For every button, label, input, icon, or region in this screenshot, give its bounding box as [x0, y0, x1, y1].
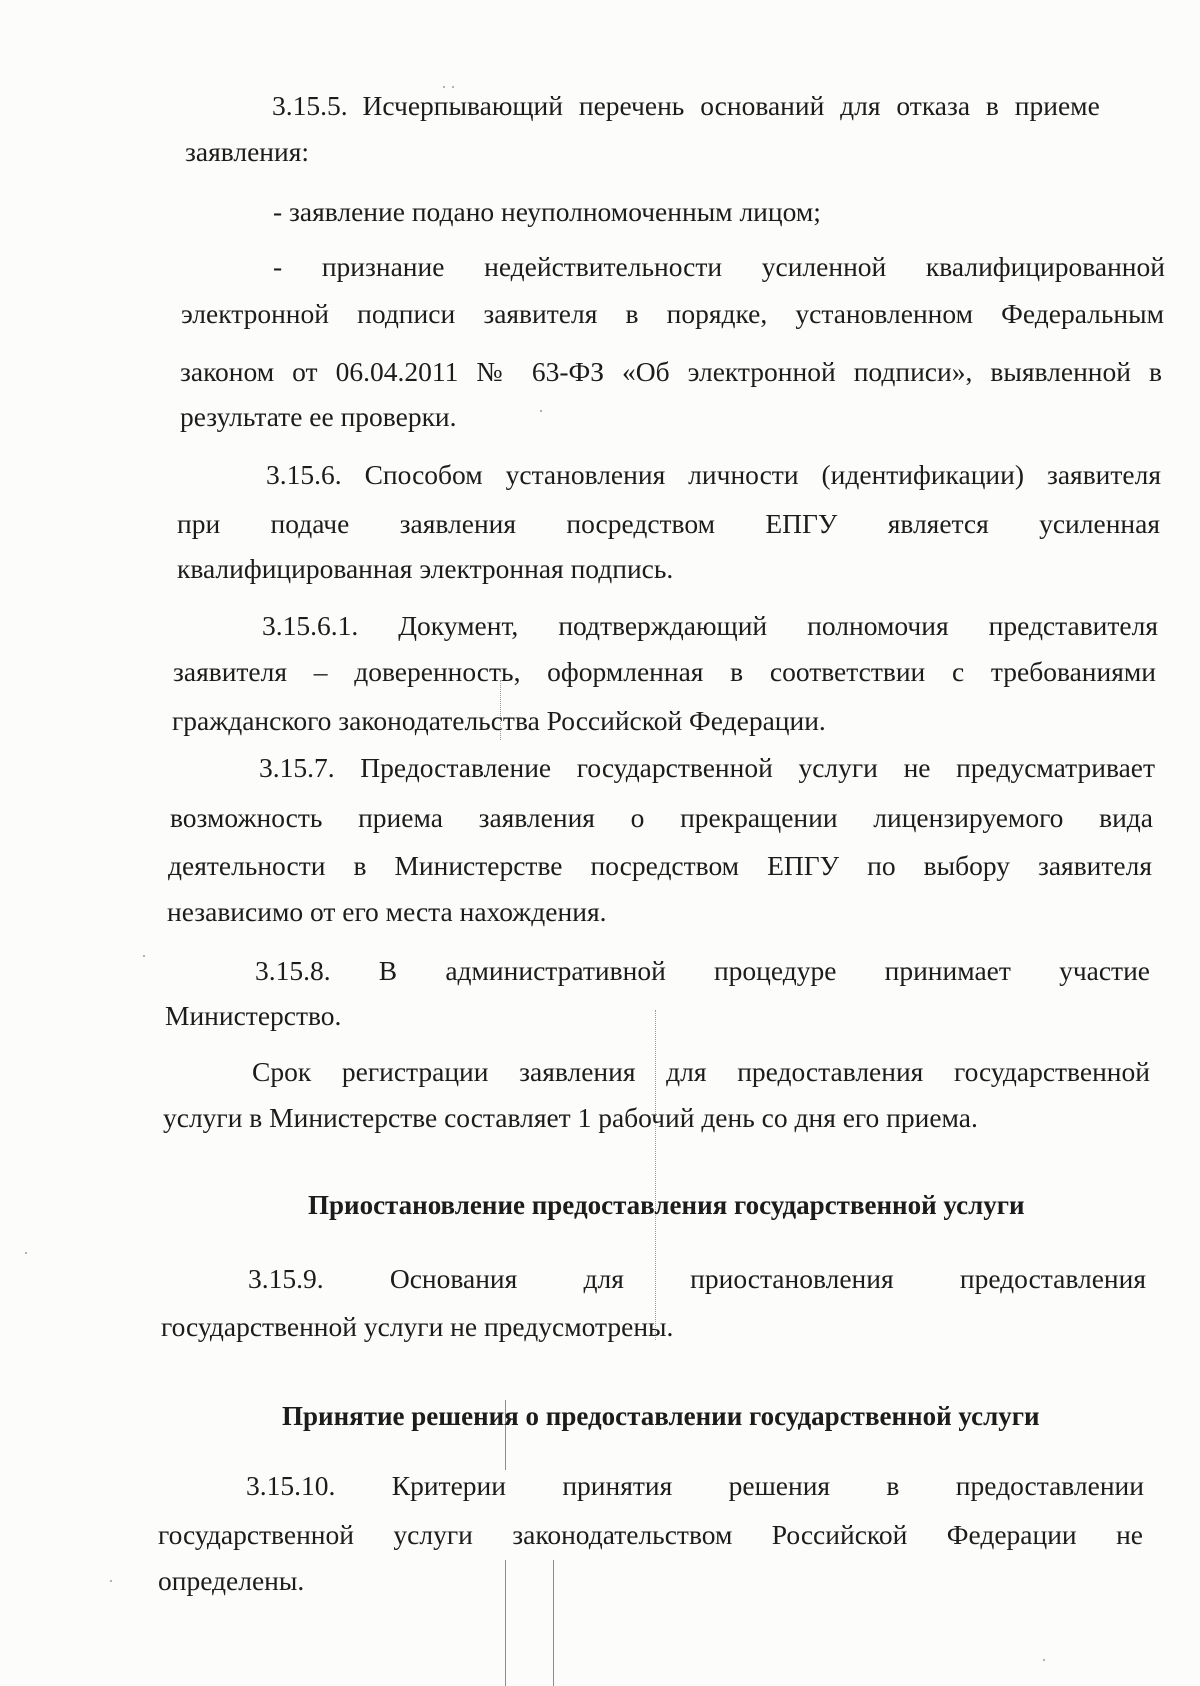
bullet-signature-invalid-line-4: результате ее проверки.	[180, 401, 457, 432]
paragraph-3-15-7-line-1: 3.15.7. Предоставление государственной услуги не предусматривает	[259, 752, 1155, 783]
scan-crease-line	[505, 1560, 506, 1686]
section-heading-decision: Принятие решения о предоставлении государственной услуги	[282, 1401, 1040, 1431]
paragraph-3-15-9-line-1: 3.15.9. Основания для приостановления предоставления	[248, 1263, 1146, 1294]
paragraph-3-15-6-line-1: 3.15.6. Способом установления личности (идентификации) заявителя	[266, 459, 1161, 490]
scan-speck	[110, 1580, 112, 1582]
paragraph-3-15-9-line-2: государственной услуги не предусмотрены.	[161, 1311, 674, 1342]
registration-term-line-2: услуги в Министерстве составляет 1 рабочий день со дня его приема.	[163, 1102, 978, 1133]
clause-text: Исчерпывающий перечень оснований для отказа в приеме	[362, 90, 1100, 121]
bullet-unauthorized-person: - заявление подано неуполномоченным лицом;	[273, 196, 821, 227]
paragraph-3-15-10-line-3: определены.	[158, 1565, 305, 1596]
paragraph-3-15-8-line-2: Министерство.	[165, 1000, 342, 1031]
bullet-signature-invalid-line-3: законом от 06.04.2011 № 63-ФЗ «Об электронной подписи», выявленной в	[180, 356, 1162, 387]
registration-term-line-1: Срок регистрации заявления для предоставления государственной	[252, 1056, 1150, 1087]
paragraph-3-15-5-line-2: заявления:	[185, 136, 309, 167]
paragraph-3-15-6-1-line-2: заявителя – доверенность, оформленная в соответствии с требованиями	[173, 656, 1156, 687]
paragraph-3-15-7-line-2: возможность приема заявления о прекращении лицензируемого вида	[170, 802, 1153, 833]
paragraph-3-15-8-line-1: 3.15.8. В административной процедуре принимает участие	[255, 955, 1150, 986]
scan-speck	[143, 955, 145, 957]
bullet-signature-invalid-line-1: - признание недействительности усиленной квалифицированной	[273, 251, 1165, 282]
paragraph-3-15-6-1-line-1: 3.15.6.1. Документ, подтверждающий полномочия представителя	[262, 610, 1158, 641]
scan-speck	[25, 1252, 27, 1254]
paragraph-3-15-10-line-1: 3.15.10. Критерии принятия решения в предоставлении	[246, 1470, 1144, 1501]
scan-speck	[1043, 1659, 1045, 1661]
paragraph-3-15-6-line-2: при подаче заявления посредством ЕПГУ является усиленная	[177, 508, 1160, 539]
paragraph-3-15-10-line-2: государственной услуги законодательством Российской Федерации не	[158, 1519, 1143, 1550]
scan-speck	[540, 410, 542, 412]
section-heading-suspension: Приостановление предоставления государственной услуги	[308, 1190, 1025, 1220]
scan-speck	[443, 86, 445, 88]
bullet-signature-invalid-line-2: электронной подписи заявителя в порядке, установленном Федеральным	[181, 298, 1164, 329]
paragraph-3-15-7-line-4: независимо от его места нахождения.	[167, 896, 607, 927]
scan-crease-line	[553, 1560, 554, 1686]
scan-speck	[452, 86, 454, 88]
paragraph-3-15-6-line-3: квалифицированная электронная подпись.	[177, 553, 674, 584]
paragraph-3-15-7-line-3: деятельности в Министерстве посредством ЕПГУ по выбору заявителя	[168, 850, 1152, 881]
paragraph-3-15-6-1-line-3: гражданского законодательства Российской Федерации.	[172, 705, 826, 736]
paragraph-3-15-5-line-1	[272, 92, 1168, 120]
clause-number: 3.15.5.	[272, 90, 348, 121]
